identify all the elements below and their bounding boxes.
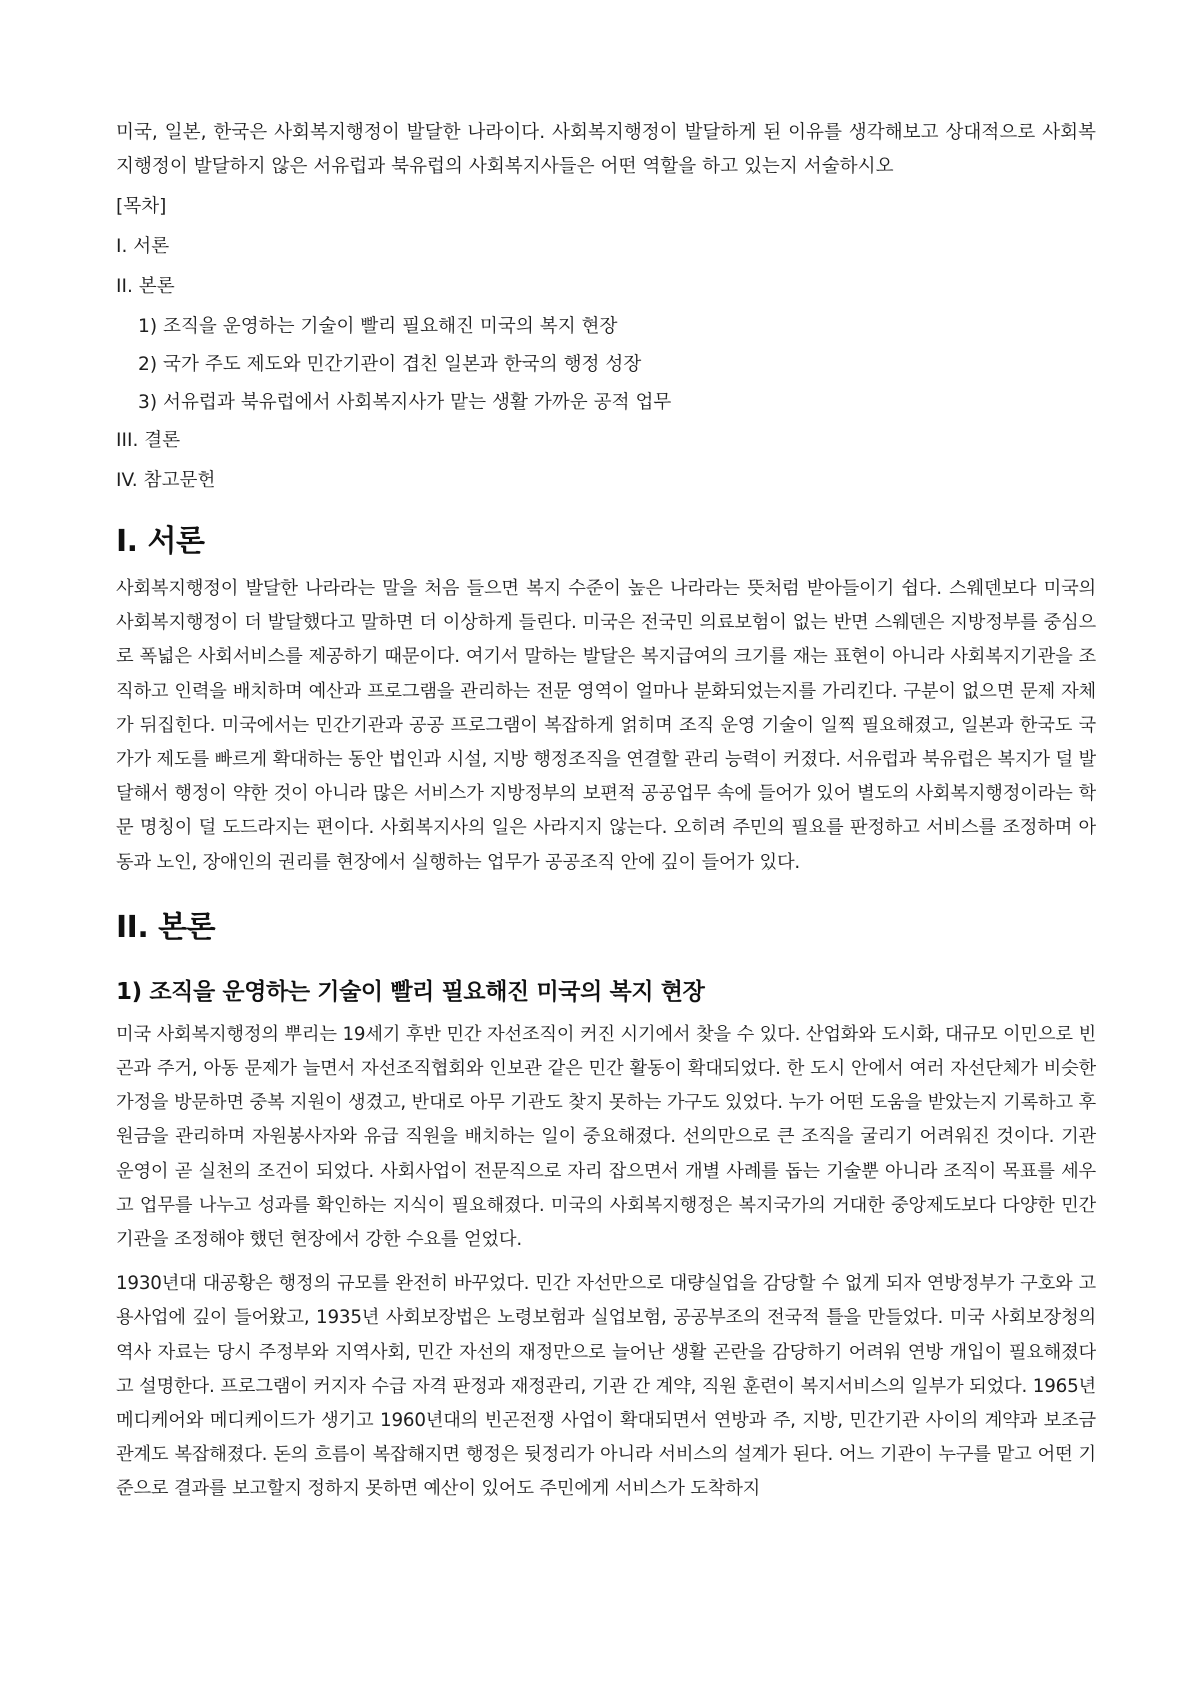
subsection-title-1: 1) 조직을 운영하는 기술이 빨리 필요해진 미국의 복지 현장 [116, 978, 705, 1005]
assignment-prompt: 미국, 일본, 한국은 사회복지행정이 발달한 나라이다. 사회복지행정이 발달하게 된 이유를 생각해보고 상대적으로 사회복지행정이 발달하지 않은 서유럽과 북유럽의 사회복지사들은 어떤 역할을 하고 있는지 서술하시오 [116, 122, 1096, 177]
toc-item-body-3: 3) 서유럽과 북유럽에서 사회복지사가 맡는 생활 가까운 공적 업무 [138, 392, 672, 413]
toc-item-conclusion: III. 결론 [116, 430, 181, 451]
intro-paragraph: 사회복지행정이 발달한 나라라는 말을 처음 들으면 복지 수준이 높은 나라라는 뜻처럼 받아들이기 쉽다. 스웨덴보다 미국의 사회복지행정이 더 발달했다고 말하면 더 이상하게 들린다. 미국은 전국민 의료보험이 없는 반면 스웨덴은 지방정부를 중심으로 폭넓은 사회서비스를 제공하기 때문이다. 여기서 말하는 발달은 복지급여의 크기를 재는 표현이 아니라 사회복지기관을 조직하고 인력을 배치하며 예산과 프로그램을 관리하는 전문 영역이 얼마나 분화되었는지를 가리킨다. 구분이 없으면 문제 자체가 뒤집힌다. 미국에서는 민간기관과 공공 프로그램이 복잡하게 얽히며 조직 운영 기술이 일찍 필요해졌고, 일본과 한국도 국가가 제도를 빠르게 확대하는 동안 법인과 시설, 지방 행정조직을 연결할 관리 능력이 커졌다. 서유럽과 북유럽은 복지가 덜 발달해서 행정이 약한 것이 아니라 많은 서비스가 지방정부의 보편적 공공업무 속에 들어가 있어 별도의 사회복지행정이라는 학문 명칭이 덜 도드라지는 편이다. 사회복지사의 일은 사라지지 않는다. 오히려 주민의 필요를 판정하고 서비스를 조정하며 아동과 노인, 장애인의 권리를 현장에서 실행하는 업무가 공공조직 안에 깊이 들어가 있다. [116, 578, 1096, 873]
toc-item-body-1: 1) 조직을 운영하는 기술이 빨리 필요해진 미국의 복지 현장 [138, 316, 618, 337]
toc-item-body-2: 2) 국가 주도 제도와 민간기관이 겹친 일본과 한국의 행정 성장 [138, 354, 642, 375]
body-paragraph-2: 1930년대 대공황은 행정의 규모를 완전히 바꾸었다. 민간 자선만으로 대량실업을 감당할 수 없게 되자 연방정부가 구호와 고용사업에 깊이 들어왔고, 1935년 사회보장법은 노령보험과 실업보험, 공공부조의 전국적 틀을 만들었다. 미국 사회보장청의 역사 자료는 당시 주정부와 지역사회, 민간 자선의 재정만으로 늘어난 생활 곤란을 감당하기 어려워 연방 개입이 필요해졌다고 설명한다. 프로그램이 커지자 수급 자격 판정과 재정관리, 기관 간 계약, 직원 훈련이 복지서비스의 일부가 되었다. 1965년 메디케어와 메디케이드가 생기고 1960년대의 빈곤전쟁 사업이 확대되면서 연방과 주, 지방, 민간기관 사이의 계약과 보조금 관계도 복잡해졌다. 돈의 흐름이 복잡해지면 행정은 뒷정리가 아니라 서비스의 설계가 된다. 어느 기관이 누구를 맡고 어떤 기준으로 결과를 보고할지 정하지 못하면 예산이 있어도 주민에게 서비스가 도착하지 [116, 1273, 1096, 1500]
body-paragraph-1: 미국 사회복지행정의 뿌리는 19세기 후반 민간 자선조직이 커진 시기에서 찾을 수 있다. 산업화와 도시화, 대규모 이민으로 빈곤과 주거, 아동 문제가 늘면서 자선조직협회와 인보관 같은 민간 활동이 확대되었다. 한 도시 안에서 여러 자선단체가 비슷한 가정을 방문하면 중복 지원이 생겼고, 반대로 아무 기관도 찾지 못하는 가구도 있었다. 누가 어떤 도움을 받았는지 기록하고 후원금을 관리하며 자원봉사자와 유급 직원을 배치하는 일이 중요해졌다. 선의만으로 큰 조직을 굴리기 어려워진 것이다. 기관 운영이 곧 실천의 조건이 되었다. 사회사업이 전문직으로 자리 잡으면서 개별 사례를 돕는 기술뿐 아니라 조직이 목표를 세우고 업무를 나누고 성과를 확인하는 지식이 필요해졌다. 미국의 사회복지행정은 복지국가의 거대한 중앙제도보다 다양한 민간기관을 조정해야 했던 현장에서 강한 수요를 얻었다. [116, 1023, 1096, 1251]
toc-item-body: II. 본론 [116, 276, 175, 297]
table-of-contents [116, 194, 1096, 494]
section-title-intro: I. 서론 [116, 524, 205, 559]
toc-title: [목차] [116, 196, 167, 217]
section-title-body: II. 본론 [116, 909, 216, 945]
toc-item-intro: I. 서론 [116, 236, 170, 257]
toc-item-references: IV. 참고문헌 [116, 470, 216, 491]
toc-list [116, 234, 1096, 494]
